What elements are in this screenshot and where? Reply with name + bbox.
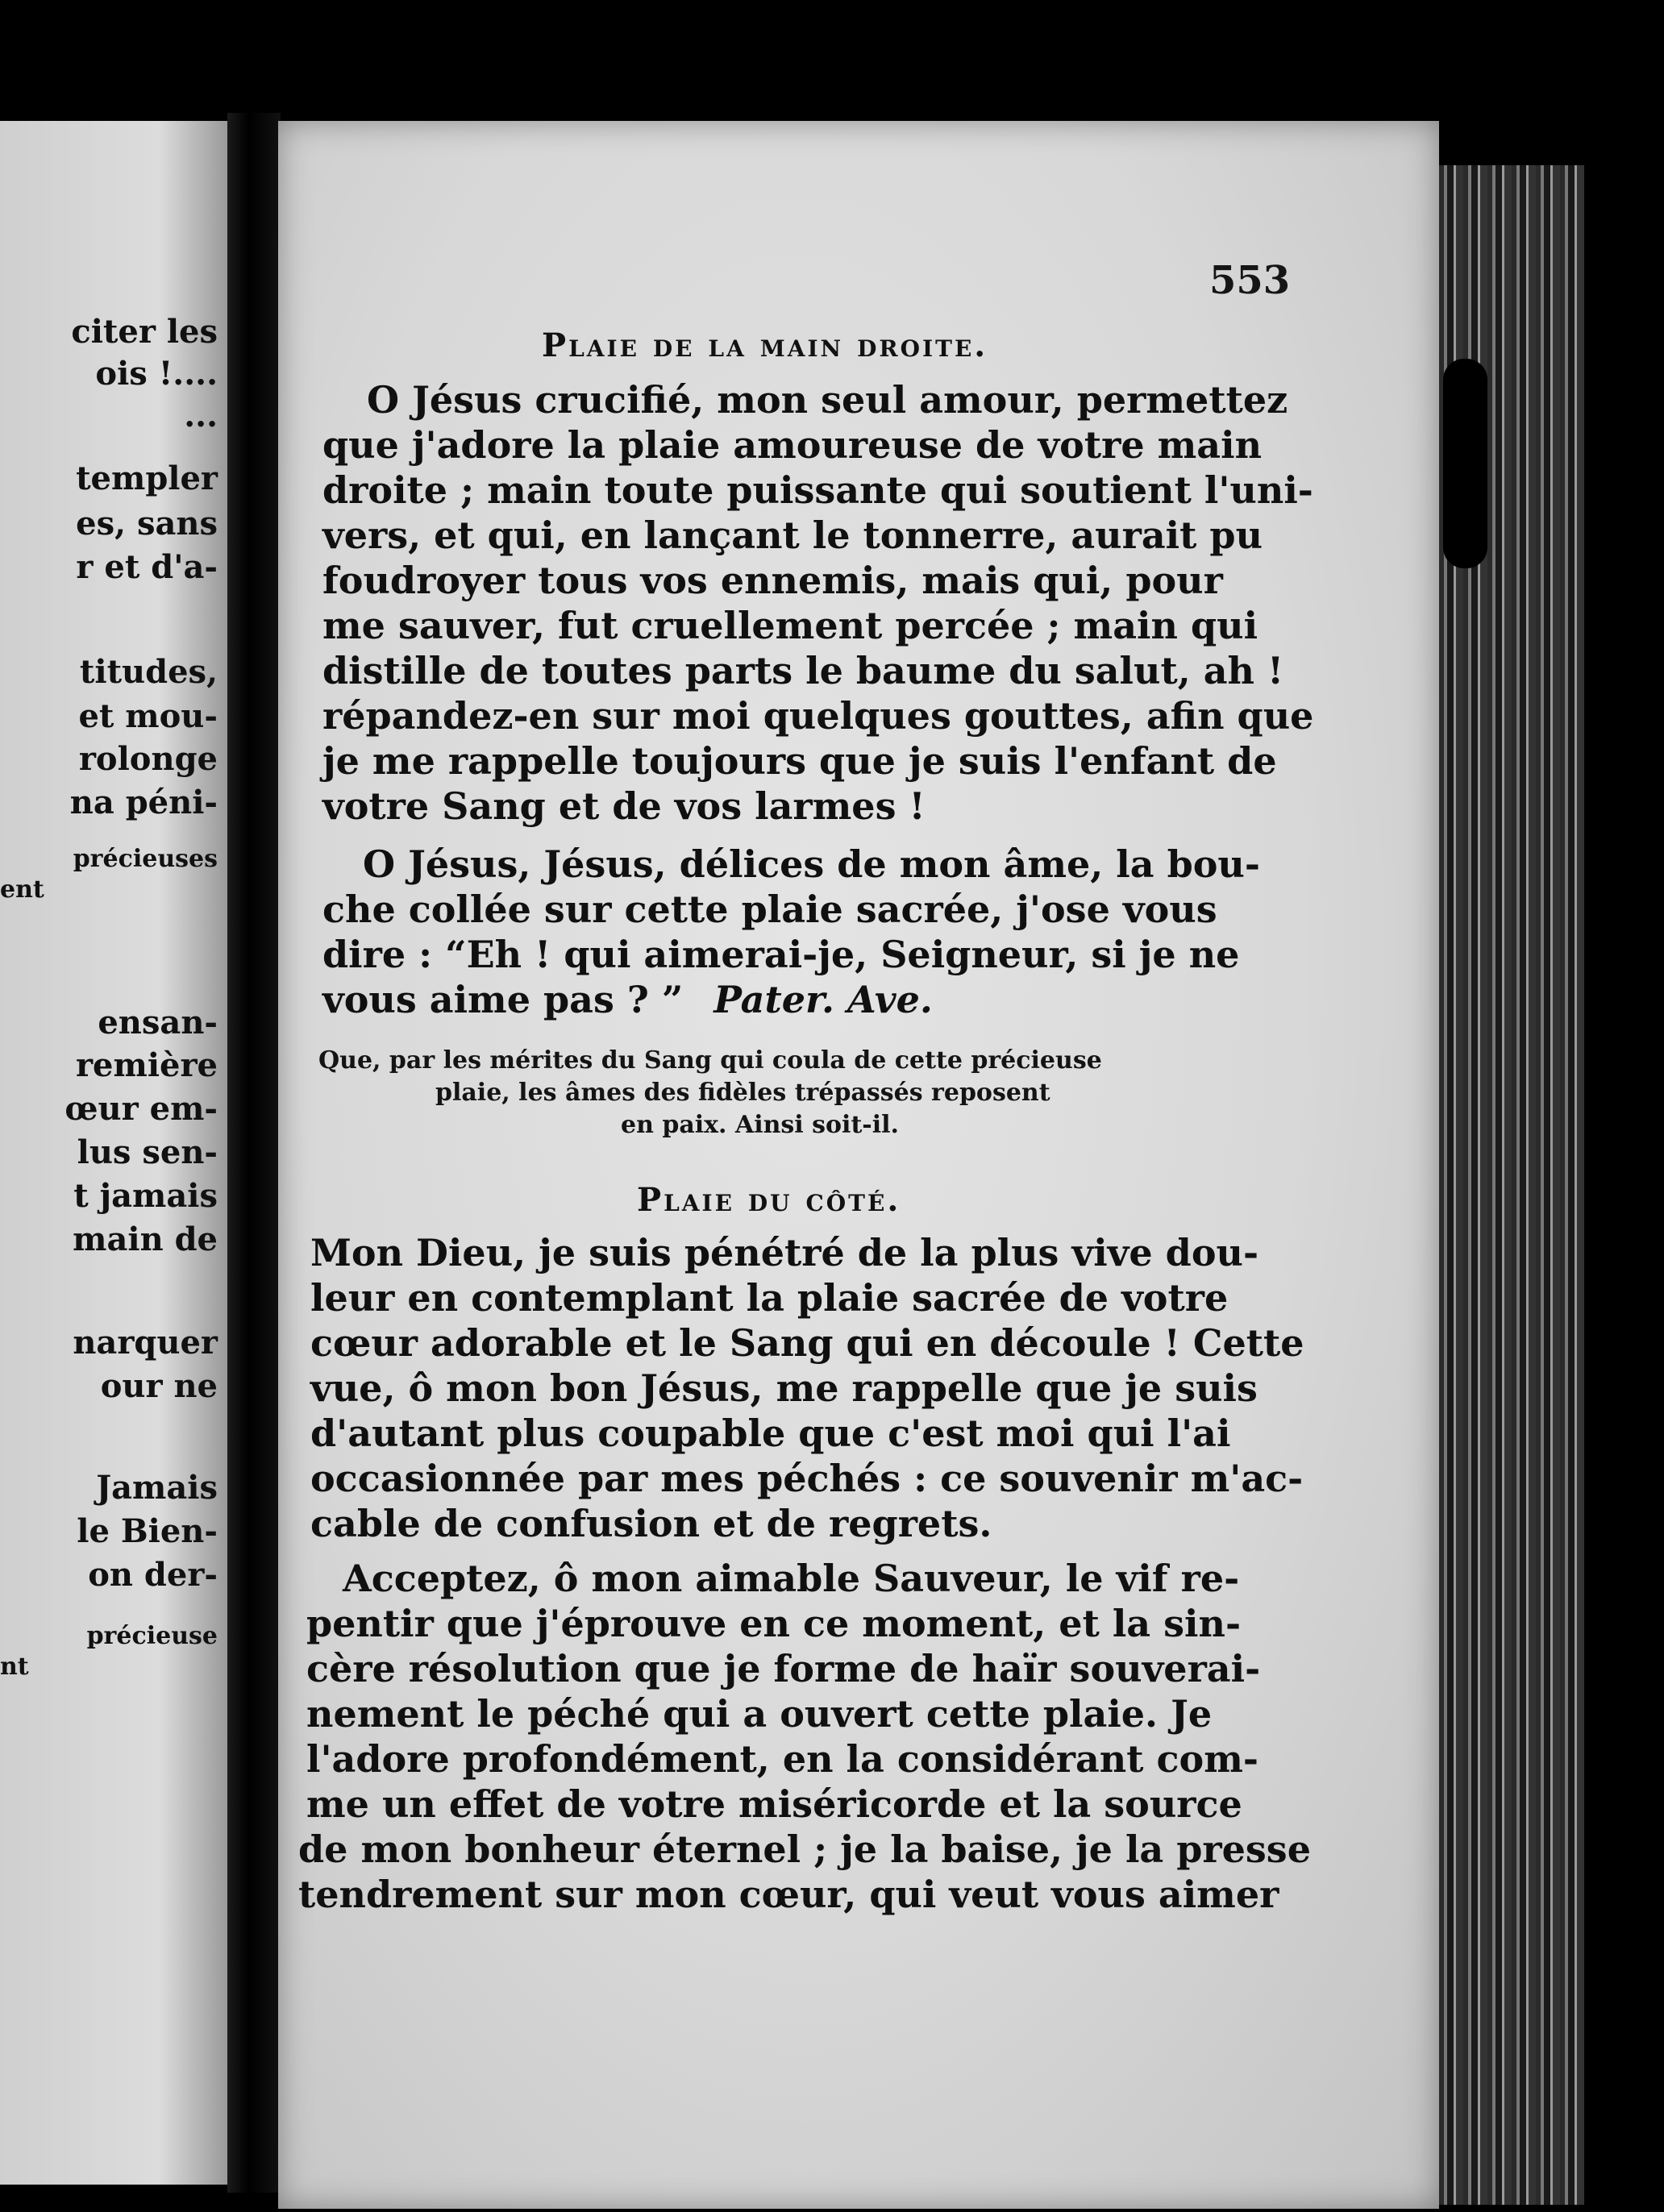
text-line: répandez-en sur moi quelques gouttes, afin que — [322, 694, 1314, 738]
left-page-line: ensan- — [98, 1004, 218, 1042]
text-line: cère résolution que je forme de haïr souverai- — [306, 1647, 1261, 1690]
left-page-line: ent — [0, 875, 44, 904]
text-line: cable de confusion et de regrets. — [310, 1502, 992, 1545]
text-line: tendrement sur mon cœur, qui veut vous aimer — [298, 1873, 1279, 1916]
text-line: nement le péché qui a ouvert cette plaie. Je — [306, 1692, 1213, 1736]
text-line: O Jésus crucifié, mon seul amour, permettez — [367, 378, 1288, 422]
text-line: dire : “Eh ! qui aimerai-je, Seigneur, si je ne — [322, 933, 1240, 976]
left-page-line: t jamais — [73, 1177, 218, 1215]
text-line: leur en contemplant la plaie sacrée de votre — [310, 1276, 1229, 1320]
left-page-line: Jamais — [96, 1469, 218, 1507]
text-line-start: vous aime pas ? ” — [322, 978, 684, 1021]
caption-line: en paix. Ainsi soit-il. — [621, 1111, 899, 1139]
text-line: me sauver, fut cruellement percée ; main qui — [322, 604, 1258, 647]
left-page-line: on der- — [88, 1556, 218, 1594]
left-page-line: lus sen- — [77, 1133, 218, 1171]
book-gutter — [227, 113, 281, 2193]
text-line: occasionnée par mes péchés : ce souvenir m'ac- — [310, 1457, 1304, 1500]
text-line: que j'adore la plaie amoureuse de votre main — [322, 423, 1263, 467]
text-line: cœur adorable et le Sang qui en découle ! Cette — [310, 1321, 1304, 1365]
text-line: de mon bonheur éternel ; je la baise, je la presse — [298, 1827, 1311, 1871]
text-line: Mon Dieu, je suis pénétré de la plus vive dou- — [310, 1231, 1259, 1274]
text-line: distille de toutes parts le baume du salut, ah ! — [322, 649, 1284, 692]
text-line: pentir que j'éprouve en ce moment, et la sin- — [306, 1602, 1242, 1645]
text-line: che collée sur cette plaie sacrée, j'ose vous — [322, 888, 1217, 931]
left-page-line: le Bien- — [77, 1512, 218, 1550]
left-page-line: main de — [73, 1220, 218, 1258]
text-line: me un effet de votre miséricorde et la source — [306, 1782, 1242, 1826]
left-page-line: narquer — [73, 1324, 218, 1362]
left-page-line: r et d'a- — [76, 548, 218, 586]
text-line: vers, et qui, en lançant le tonnerre, aurait pu — [322, 514, 1263, 557]
left-page-line: précieuse — [86, 1622, 218, 1650]
left-page-line: titudes, — [79, 653, 218, 691]
left-page-line: précieuses — [73, 845, 218, 873]
prayer-reference: Pater. Ave. — [713, 978, 933, 1021]
text-line: je me rappelle toujours que je suis l'enfant de — [322, 739, 1277, 783]
section-heading: Plaie du côté. — [637, 1181, 901, 1219]
text-line: votre Sang et de vos larmes ! — [322, 784, 926, 828]
text-line: droite ; main toute puissante qui soutient l'uni- — [322, 468, 1313, 512]
caption-line: Que, par les mérites du Sang qui coula de cette précieuse — [318, 1046, 1102, 1075]
left-page-line: na péni- — [69, 784, 218, 821]
text-line: vue, ô mon bon Jésus, me rappelle que je suis — [310, 1366, 1258, 1410]
text-line: Acceptez, ô mon aimable Sauveur, le vif re- — [343, 1557, 1240, 1600]
left-page-line: our ne — [100, 1367, 218, 1405]
left-page-line: es, sans — [76, 505, 218, 543]
left-page-line: nt — [0, 1653, 29, 1681]
left-page-line: templer — [76, 459, 218, 497]
left-page-line: remière — [75, 1046, 218, 1084]
text-line: d'autant plus coupable que c'est moi qui l'ai — [310, 1412, 1231, 1455]
left-page-line: et mou- — [78, 697, 218, 735]
text-line: O Jésus, Jésus, délices de mon âme, la bou- — [363, 842, 1260, 886]
left-page-line: rolonge — [78, 740, 218, 778]
text-line — [322, 977, 933, 1022]
left-page-fragment — [0, 121, 227, 2185]
left-page-line: œur em- — [64, 1090, 218, 1128]
caption-line: plaie, les âmes des fidèles trépassés reposent — [435, 1079, 1050, 1107]
left-page-line: ois !.... — [95, 355, 218, 393]
thumb-index-tab — [1443, 359, 1487, 568]
text-line: l'adore profondément, en la considérant com- — [306, 1737, 1258, 1781]
page-number: 553 — [1209, 258, 1291, 303]
text-line: foudroyer tous vos ennemis, mais qui, pour — [322, 559, 1223, 602]
section-heading: Plaie de la main droite. — [542, 326, 988, 364]
left-page-line: ... — [184, 397, 218, 434]
left-page-line: citer les — [71, 313, 218, 351]
